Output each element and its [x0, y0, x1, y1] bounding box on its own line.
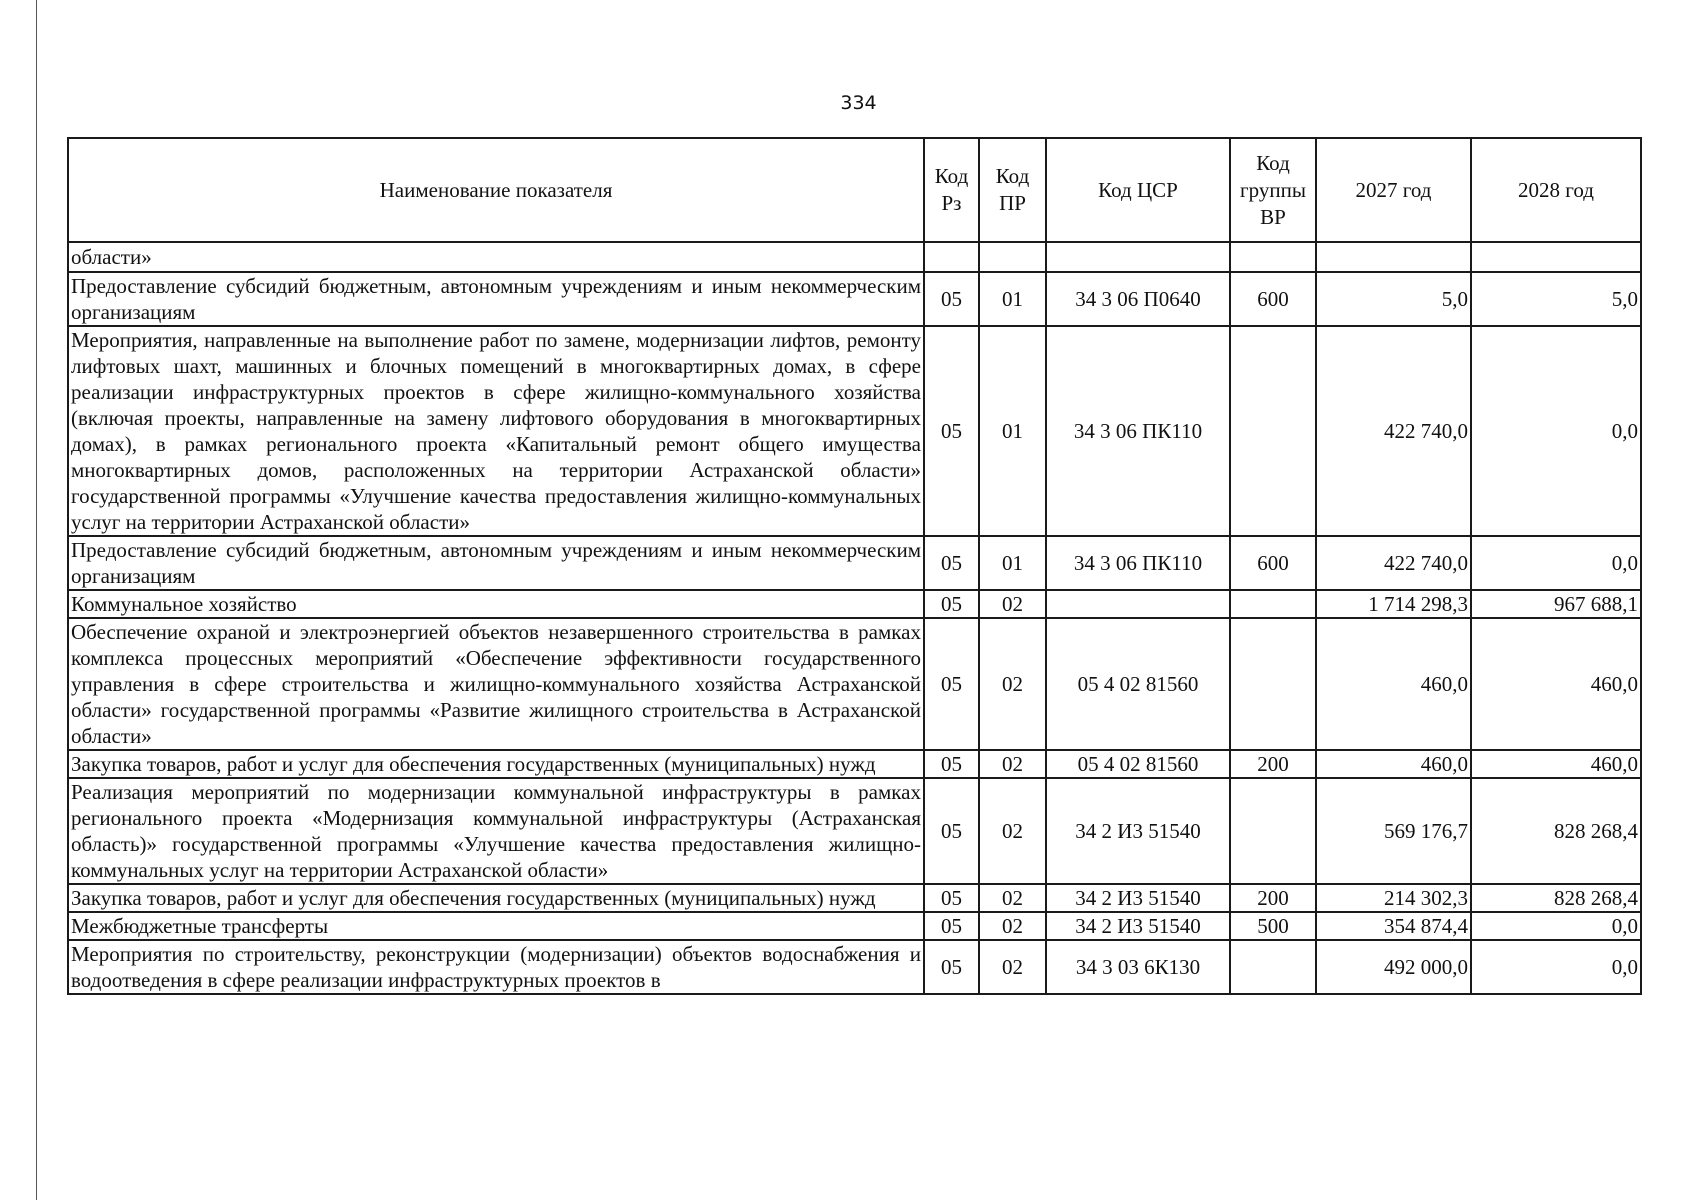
cell-csr	[1046, 590, 1230, 618]
cell-2028	[1471, 242, 1641, 272]
cell-2028: 0,0	[1471, 940, 1641, 994]
cell-vr: 500	[1230, 912, 1316, 940]
table-row	[68, 778, 1641, 884]
cell-vr	[1230, 242, 1316, 272]
cell-rz: 05	[924, 778, 979, 884]
cell-vr	[1230, 590, 1316, 618]
cell-2028: 0,0	[1471, 912, 1641, 940]
table-row	[68, 272, 1641, 326]
cell-2027: 492 000,0	[1316, 940, 1471, 994]
cell-pr: 02	[979, 750, 1046, 778]
cell-csr: 34 3 06 ПК110	[1046, 536, 1230, 590]
cell-name: Межбюджетные трансферты	[68, 912, 924, 940]
cell-2028: 828 268,4	[1471, 778, 1641, 884]
header-pr: Код ПР	[979, 138, 1046, 242]
cell-name: Коммунальное хозяйство	[68, 590, 924, 618]
cell-pr: 02	[979, 912, 1046, 940]
header-vr: Код группы ВР	[1230, 138, 1316, 242]
table-row	[68, 884, 1641, 912]
cell-rz: 05	[924, 326, 979, 536]
cell-pr: 02	[979, 618, 1046, 750]
cell-2027: 354 874,4	[1316, 912, 1471, 940]
cell-rz: 05	[924, 884, 979, 912]
cell-vr	[1230, 940, 1316, 994]
cell-2028: 0,0	[1471, 326, 1641, 536]
cell-vr: 600	[1230, 536, 1316, 590]
cell-pr: 02	[979, 590, 1046, 618]
cell-name: Реализация мероприятий по модернизации коммунальной инфраструктуры в рамках регионального проекта «Модернизация коммунальной инфраструктуры (Астраханская область)» государственной программы «Улучшение качества предоставления жилищно-коммунальных услуг на территории Астраханской области»	[68, 778, 924, 884]
cell-pr: 02	[979, 940, 1046, 994]
cell-vr	[1230, 618, 1316, 750]
table-row	[68, 590, 1641, 618]
cell-rz: 05	[924, 912, 979, 940]
page-number: 334	[840, 92, 877, 114]
cell-vr	[1230, 326, 1316, 536]
cell-pr: 01	[979, 536, 1046, 590]
cell-csr: 34 2 И3 51540	[1046, 884, 1230, 912]
cell-vr	[1230, 778, 1316, 884]
cell-pr	[979, 242, 1046, 272]
cell-2027	[1316, 242, 1471, 272]
cell-name: Мероприятия, направленные на выполнение работ по замене, модернизации лифтов, ремонту лифтовых шахт, машинных и блочных помещений в многоквартирных домах, в сфере реализации инфраструктурных проектов в сфере жилищно-коммунального хозяйства (включая проекты, направленные на замену лифтового оборудования в многоквартирных домах), в рамках регионального проекта «Капитальный ремонт общего имущества многоквартирных домов, расположенных на территории Астраханской области» государственной программы «Улучшение качества предоставления жилищно-коммунальных услуг на территории Астраханской области»	[68, 326, 924, 536]
cell-pr: 01	[979, 272, 1046, 326]
cell-2027: 460,0	[1316, 750, 1471, 778]
budget-table	[67, 137, 1642, 995]
cell-2027: 5,0	[1316, 272, 1471, 326]
cell-2027: 460,0	[1316, 618, 1471, 750]
table-row	[68, 536, 1641, 590]
cell-2028: 828 268,4	[1471, 884, 1641, 912]
cell-csr: 34 3 06 П0640	[1046, 272, 1230, 326]
cell-2028: 967 688,1	[1471, 590, 1641, 618]
cell-csr: 34 2 И3 51540	[1046, 912, 1230, 940]
cell-pr: 02	[979, 778, 1046, 884]
cell-vr: 600	[1230, 272, 1316, 326]
cell-rz: 05	[924, 940, 979, 994]
cell-2028: 5,0	[1471, 272, 1641, 326]
cell-2028: 0,0	[1471, 536, 1641, 590]
cell-2027: 569 176,7	[1316, 778, 1471, 884]
cell-csr: 34 3 03 6К130	[1046, 940, 1230, 994]
cell-vr: 200	[1230, 750, 1316, 778]
cell-name: Предоставление субсидий бюджетным, автономным учреждениям и иным некоммерческим организациям	[68, 272, 924, 326]
cell-pr: 01	[979, 326, 1046, 536]
table-row	[68, 912, 1641, 940]
cell-csr: 34 3 06 ПК110	[1046, 326, 1230, 536]
cell-name: Предоставление субсидий бюджетным, автономным учреждениям и иным некоммерческим организациям	[68, 536, 924, 590]
cell-rz: 05	[924, 590, 979, 618]
table-body	[68, 242, 1641, 994]
table-row	[68, 940, 1641, 994]
table-row	[68, 618, 1641, 750]
cell-name: области»	[68, 242, 924, 272]
cell-rz: 05	[924, 272, 979, 326]
table-row	[68, 242, 1641, 272]
cell-csr	[1046, 242, 1230, 272]
cell-csr: 05 4 02 81560	[1046, 618, 1230, 750]
header-name: Наименование показателя	[68, 138, 924, 242]
cell-csr: 34 2 И3 51540	[1046, 778, 1230, 884]
cell-pr: 02	[979, 884, 1046, 912]
header-2027: 2027 год	[1316, 138, 1471, 242]
cell-vr: 200	[1230, 884, 1316, 912]
cell-2028: 460,0	[1471, 618, 1641, 750]
cell-name: Закупка товаров, работ и услуг для обеспечения государственных (муниципальных) нужд	[68, 750, 924, 778]
header-2028: 2028 год	[1471, 138, 1641, 242]
cell-rz: 05	[924, 750, 979, 778]
cell-2028: 460,0	[1471, 750, 1641, 778]
table-header-row	[68, 138, 1641, 242]
binding-margin-line	[36, 0, 37, 1200]
header-csr: Код ЦСР	[1046, 138, 1230, 242]
cell-csr: 05 4 02 81560	[1046, 750, 1230, 778]
cell-name: Обеспечение охраной и электроэнергией объектов незавершенного строительства в рамках комплекса процессных мероприятий «Обеспечение эффективности государственного управления в сфере строительства и жилищно-коммунального хозяйства Астраханской области» государственной программы «Развитие жилищного строительства в Астраханской области»	[68, 618, 924, 750]
cell-2027: 1 714 298,3	[1316, 590, 1471, 618]
table-row	[68, 326, 1641, 536]
cell-name: Закупка товаров, работ и услуг для обеспечения государственных (муниципальных) нужд	[68, 884, 924, 912]
header-rz: Код Рз	[924, 138, 979, 242]
cell-2027: 422 740,0	[1316, 326, 1471, 536]
cell-rz: 05	[924, 536, 979, 590]
cell-rz	[924, 242, 979, 272]
cell-rz: 05	[924, 618, 979, 750]
table-row	[68, 750, 1641, 778]
cell-name: Мероприятия по строительству, реконструкции (модернизации) объектов водоснабжения и водоотведения в сфере реализации инфраструктурных проектов в	[68, 940, 924, 994]
cell-2027: 214 302,3	[1316, 884, 1471, 912]
cell-2027: 422 740,0	[1316, 536, 1471, 590]
